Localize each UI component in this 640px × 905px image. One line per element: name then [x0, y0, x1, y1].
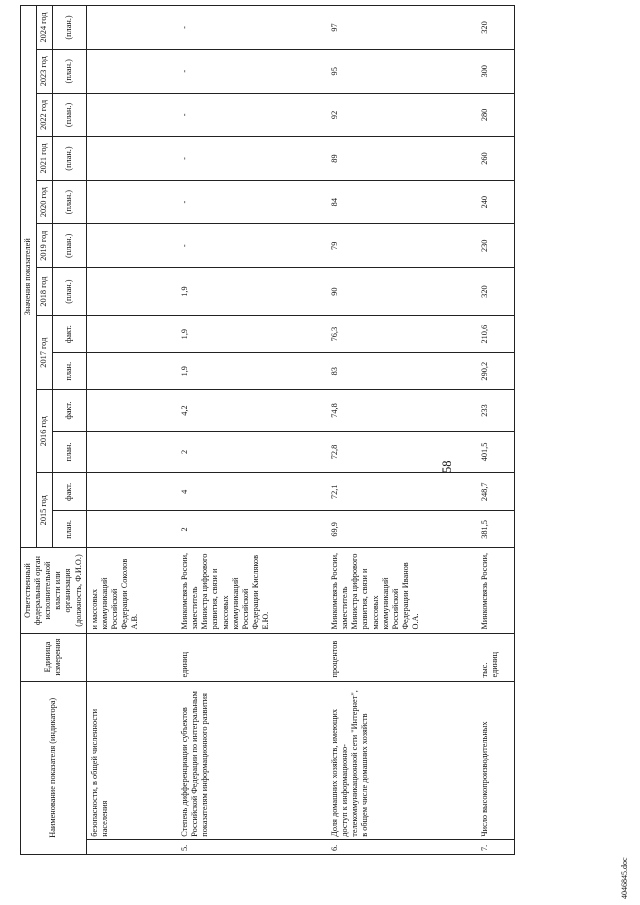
header-plan-2021: (план.): [52, 137, 86, 181]
value-cell: 320: [478, 6, 514, 50]
value-cell: 381,5: [478, 511, 514, 548]
table-row: [178, 6, 328, 855]
value-cell: -: [178, 49, 328, 93]
row-number: 5.: [178, 839, 328, 854]
row-number: [86, 839, 178, 854]
value-cell: [86, 93, 178, 137]
header-values-group: Значения показателей: [21, 6, 37, 548]
value-cell: 290,2: [478, 353, 514, 390]
header-year-2020: 2020 год: [36, 180, 52, 224]
value-cell: 1,9: [178, 316, 328, 353]
table-row: [86, 6, 178, 855]
responsible-cell: и массовых коммуникаций Российской Федерации Соколов А.В.: [86, 548, 178, 633]
value-cell: 72,1: [328, 473, 478, 511]
header-year-2022: 2022 год: [36, 93, 52, 137]
value-cell: -: [178, 224, 328, 268]
value-cell: -: [178, 137, 328, 181]
value-cell: 69,9: [328, 511, 478, 548]
table-header: [21, 6, 87, 855]
indicator-name: Степень дифференциации субъектов Российской Федерации по интегральным показателям информационного развития: [178, 681, 328, 839]
value-cell: 300: [478, 49, 514, 93]
value-cell: 260: [478, 137, 514, 181]
document-filename: 4046845.doc: [620, 857, 629, 899]
value-cell: 248,7: [478, 473, 514, 511]
value-cell: [86, 6, 178, 50]
header-year-2019: 2019 год: [36, 224, 52, 268]
header-plan-2020: (план.): [52, 180, 86, 224]
value-cell: 280: [478, 93, 514, 137]
value-cell: 320: [478, 268, 514, 316]
value-cell: 90: [328, 268, 478, 316]
indicator-name: Число высокопроизводительных: [478, 681, 514, 839]
value-cell: -: [178, 180, 328, 224]
value-cell: 2: [178, 431, 328, 472]
value-cell: [86, 268, 178, 316]
header-year-2018: 2018 год: [36, 268, 52, 316]
value-cell: [86, 137, 178, 181]
indicator-name: Доля домашних хозяйств, имеющих доступ к информационно-телекоммуникационной сети "Интернет", в общем числе домашних хозяйств: [328, 681, 478, 839]
header-plan-2024: (план.): [52, 6, 86, 50]
value-cell: 233: [478, 390, 514, 431]
value-cell: -: [178, 6, 328, 50]
value-cell: 97: [328, 6, 478, 50]
header-year-2015: 2015 год: [36, 473, 52, 548]
value-cell: [86, 180, 178, 224]
value-cell: 84: [328, 180, 478, 224]
header-indicator-name: Наименование показателя (индикатора): [21, 681, 87, 854]
unit-cell: тыс. единиц: [478, 633, 514, 681]
value-cell: 76,3: [328, 316, 478, 353]
value-cell: [86, 431, 178, 472]
value-cell: 401,5: [478, 431, 514, 472]
header-plan-2019: (план.): [52, 224, 86, 268]
header-year-2016: 2016 год: [36, 390, 52, 473]
value-cell: [86, 353, 178, 390]
value-cell: 2: [178, 511, 328, 548]
indicator-name: безопасности, в общей численности населения: [86, 681, 178, 839]
header-year-2021: 2021 год: [36, 137, 52, 181]
value-cell: 1,9: [178, 268, 328, 316]
header-plan-2016: план.: [52, 431, 86, 472]
value-cell: 79: [328, 224, 478, 268]
header-year-2017: 2017 год: [36, 316, 52, 390]
header-plan-2018: (план.): [52, 268, 86, 316]
value-cell: [86, 49, 178, 93]
table-row: [328, 6, 478, 855]
header-fact-2017: факт.: [52, 316, 86, 353]
value-cell: 83: [328, 353, 478, 390]
header-year-2023: 2023 год: [36, 49, 52, 93]
unit-cell: единиц: [178, 633, 328, 681]
header-plan-2022: (план.): [52, 93, 86, 137]
header-unit: Единица измерения: [21, 633, 87, 681]
indicators-table: [20, 5, 515, 855]
header-plan-2015: план.: [52, 511, 86, 548]
value-cell: 92: [328, 93, 478, 137]
value-cell: 1,9: [178, 353, 328, 390]
value-cell: 89: [328, 137, 478, 181]
row-number: 6.: [328, 839, 478, 854]
responsible-cell: Минкомсвязь России,: [478, 548, 514, 633]
table-row: [478, 6, 514, 855]
value-cell: [86, 390, 178, 431]
header-plan-2023: (план.): [52, 49, 86, 93]
unit-cell: [86, 633, 178, 681]
value-cell: 240: [478, 180, 514, 224]
header-year-2024: 2024 год: [36, 6, 52, 50]
value-cell: 95: [328, 49, 478, 93]
value-cell: [86, 224, 178, 268]
header-responsible: Ответственный федеральный орган исполнительной власти или организация (должность, Ф.И.О.): [21, 548, 87, 633]
value-cell: 210,6: [478, 316, 514, 353]
value-cell: -: [178, 93, 328, 137]
header-plan-2017: план.: [52, 353, 86, 390]
row-number: 7.: [478, 839, 514, 854]
value-cell: [86, 473, 178, 511]
value-cell: 4,2: [178, 390, 328, 431]
header-fact-2016: факт.: [52, 390, 86, 431]
value-cell: 74,8: [328, 390, 478, 431]
value-cell: [86, 316, 178, 353]
responsible-cell: Минкомсвязь России, заместитель Министра цифрового развития, связи и массовых коммуникаций Российской Федерации Иванов О.А.: [328, 548, 478, 633]
responsible-cell: Минкомсвязь России, заместитель Министра цифрового развития, связи и массовых коммуникаций Российской Федерации Кисляков Е.Ю.: [178, 548, 328, 633]
unit-cell: процентов: [328, 633, 478, 681]
page-number: 58: [440, 460, 454, 473]
value-cell: [86, 511, 178, 548]
value-cell: 4: [178, 473, 328, 511]
header-fact-2015: факт.: [52, 473, 86, 511]
value-cell: 72,8: [328, 431, 478, 472]
value-cell: 230: [478, 224, 514, 268]
